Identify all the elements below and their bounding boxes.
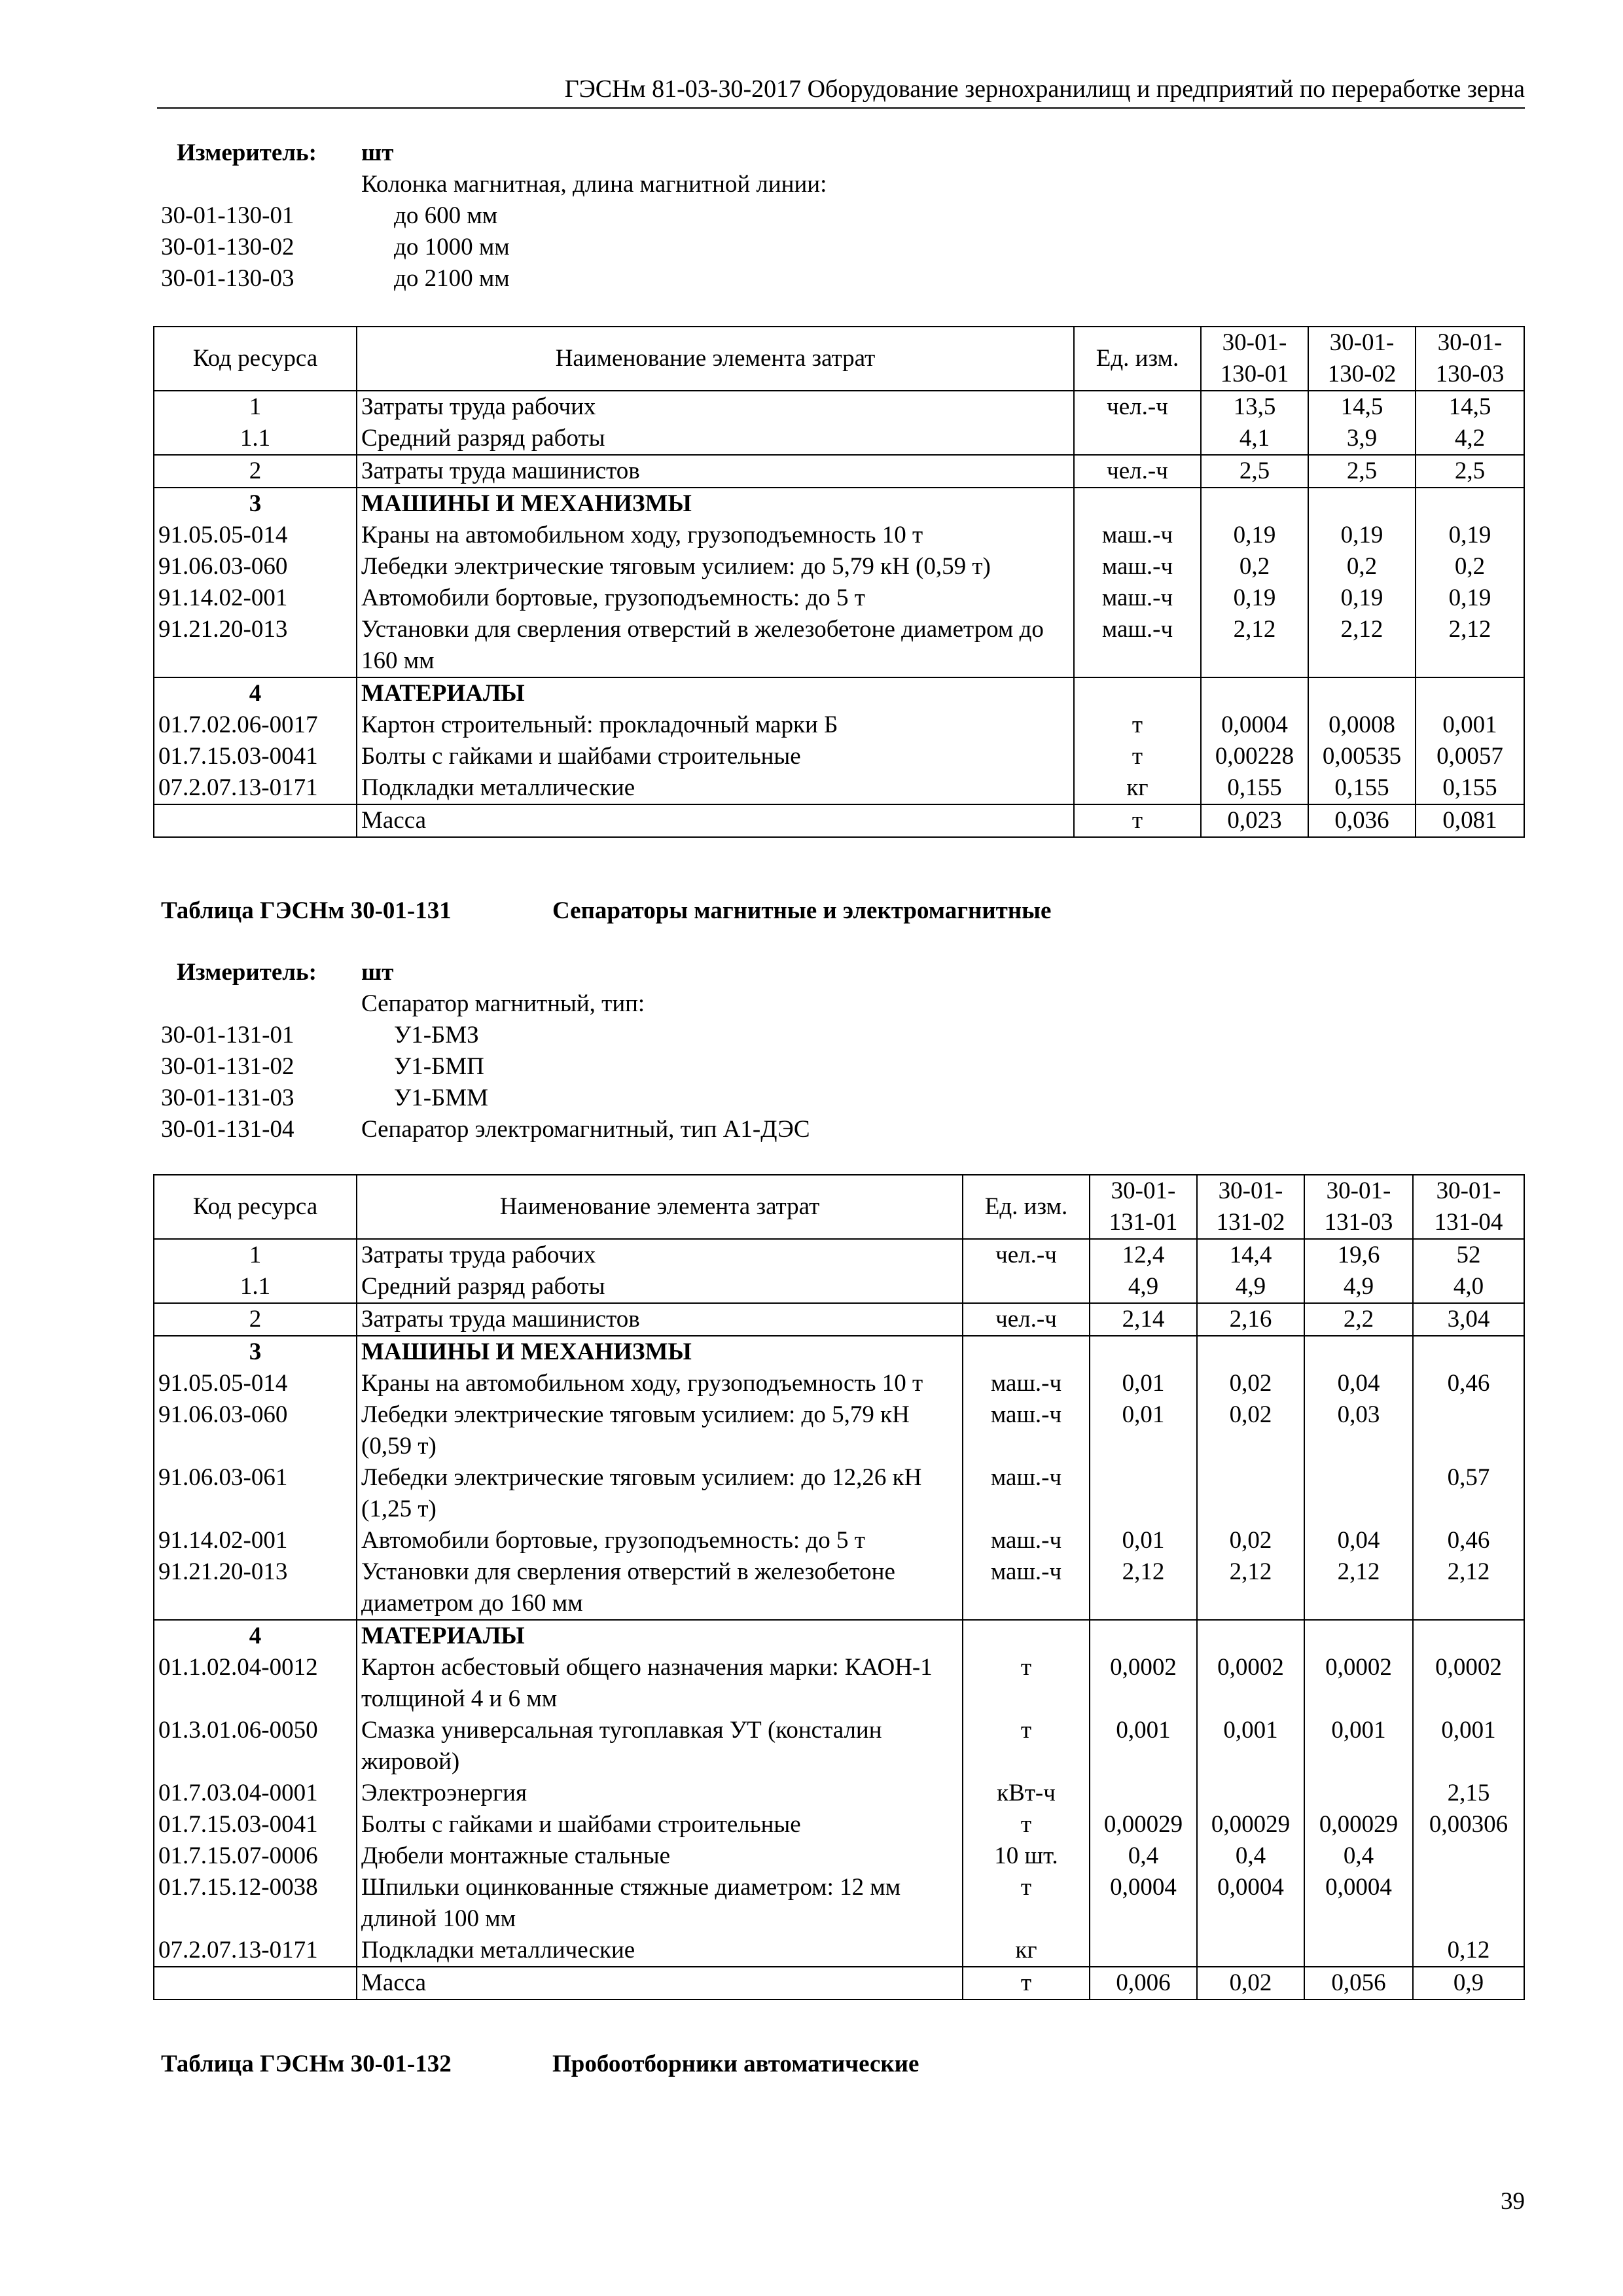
resource-code-cell: 91.14.02-001 xyxy=(154,1525,357,1556)
resource-name-cell: Краны на автомобильном ходу, грузоподъемность 10 т xyxy=(357,520,1074,551)
item-desc: У1-БМП xyxy=(394,1053,484,1080)
value-cell: 0,0004 xyxy=(1201,709,1308,741)
column-header: 30-01- 131-01 xyxy=(1090,1175,1197,1239)
value-cell: 0,0004 xyxy=(1197,1872,1304,1935)
value-cell: 0,02 xyxy=(1197,1368,1304,1399)
value-cell: 0,19 xyxy=(1416,520,1524,551)
item-code: 30-01-131-03 xyxy=(161,1085,294,1111)
item-desc: до 600 мм xyxy=(394,202,498,229)
value-cell xyxy=(1090,1462,1197,1525)
resource-name-cell: Средний разряд работы xyxy=(357,423,1074,455)
value-cell: 0,02 xyxy=(1197,1525,1304,1556)
value-cell: 0,04 xyxy=(1304,1525,1413,1556)
resource-name-cell: Смазка универсальная тугоплавкая УТ (консталин жировой) xyxy=(357,1715,963,1778)
value-cell: 0,19 xyxy=(1416,583,1524,614)
resource-name-cell: Затраты труда рабочих xyxy=(357,391,1074,423)
value-cell xyxy=(1413,1872,1524,1935)
resource-name-cell: Средний разряд работы xyxy=(357,1271,963,1303)
resource-name-cell: Картон асбестовый общего назначения марки: КАОН-1 толщиной 4 и 6 мм xyxy=(357,1652,963,1715)
value-cell xyxy=(1197,1778,1304,1809)
resource-code-cell: 4 xyxy=(154,1620,357,1652)
resource-name-cell: Лебедки электрические тяговым усилием: до 12,26 кН (1,25 т) xyxy=(357,1462,963,1525)
value-cell: 2,12 xyxy=(1197,1556,1304,1620)
unit-cell: кг xyxy=(1074,772,1201,804)
resource-name-cell: МАШИНЫ И МЕХАНИЗМЫ xyxy=(357,488,1074,520)
measure-label: Измеритель: xyxy=(177,959,317,986)
norm-table-131 xyxy=(153,1174,1525,2000)
unit-cell: т xyxy=(963,1872,1090,1935)
table-row xyxy=(154,741,1524,772)
table-row xyxy=(154,1809,1524,1840)
table-132-label: Таблица ГЭСНм 30-01-132 xyxy=(161,2051,452,2077)
value-cell: 0,001 xyxy=(1413,1715,1524,1778)
resource-code-cell: 91.06.03-060 xyxy=(154,551,357,583)
value-cell: 0,0002 xyxy=(1413,1652,1524,1715)
table-row xyxy=(154,488,1524,520)
table-row xyxy=(154,1778,1524,1809)
table-132-title xyxy=(161,2049,919,2080)
resource-name-cell: Краны на автомобильном ходу, грузоподъемность 10 т xyxy=(357,1368,963,1399)
unit-cell: т xyxy=(963,1715,1090,1778)
value-cell xyxy=(1304,1462,1413,1525)
table-row xyxy=(154,1652,1524,1715)
value-cell xyxy=(1304,1620,1413,1652)
unit-cell xyxy=(963,1271,1090,1303)
unit-cell: чел.-ч xyxy=(963,1303,1090,1336)
resource-code-cell: 07.2.07.13-0171 xyxy=(154,1935,357,1967)
value-cell: 4,1 xyxy=(1201,423,1308,455)
unit-cell: т xyxy=(963,1809,1090,1840)
value-cell: 14,5 xyxy=(1308,391,1416,423)
unit-cell: маш.-ч xyxy=(963,1556,1090,1620)
resource-code-cell: 1.1 xyxy=(154,1271,357,1303)
resource-code-cell: 2 xyxy=(154,1303,357,1336)
value-cell: 0,0002 xyxy=(1304,1652,1413,1715)
value-cell: 0,19 xyxy=(1201,583,1308,614)
value-cell: 3,9 xyxy=(1308,423,1416,455)
value-cell: 0,006 xyxy=(1090,1967,1197,2000)
table-row xyxy=(154,1620,1524,1652)
table-row xyxy=(154,1399,1524,1462)
value-cell: 0,001 xyxy=(1197,1715,1304,1778)
value-cell: 0,00029 xyxy=(1304,1809,1413,1840)
resource-code-cell: 01.3.01.06-0050 xyxy=(154,1715,357,1778)
resource-code-cell: 01.7.15.12-0038 xyxy=(154,1872,357,1935)
item-code: 30-01-130-03 xyxy=(161,265,294,292)
value-cell: 14,4 xyxy=(1197,1239,1304,1271)
resource-code-cell: 01.1.02.04-0012 xyxy=(154,1652,357,1715)
value-cell: 0,001 xyxy=(1416,709,1524,741)
value-cell xyxy=(1308,488,1416,520)
table-row xyxy=(154,1271,1524,1303)
unit-cell: маш.-ч xyxy=(963,1462,1090,1525)
unit-cell: 10 шт. xyxy=(963,1840,1090,1872)
resource-name-cell: МАШИНЫ И МЕХАНИЗМЫ xyxy=(357,1336,963,1368)
resource-name-cell: Подкладки металлические xyxy=(357,772,1074,804)
item-desc: У1-БМЗ xyxy=(394,1022,479,1049)
resource-name-cell: Автомобили бортовые, грузоподъемность: до 5 т xyxy=(357,583,1074,614)
item-code: 30-01-131-04 xyxy=(161,1116,294,1143)
resource-code-cell: 91.21.20-013 xyxy=(154,1556,357,1620)
unit-cell: маш.-ч xyxy=(963,1368,1090,1399)
item-desc: У1-БММ xyxy=(394,1085,489,1111)
table-row xyxy=(154,1715,1524,1778)
item-group-title: Сепаратор магнитный, тип: xyxy=(361,990,645,1017)
table-row xyxy=(154,1462,1524,1525)
value-cell: 0,01 xyxy=(1090,1399,1197,1462)
value-cell: 0,46 xyxy=(1413,1368,1524,1399)
value-cell: 0,01 xyxy=(1090,1525,1197,1556)
value-cell: 2,15 xyxy=(1413,1778,1524,1809)
table-row xyxy=(154,1872,1524,1935)
column-header: Код ресурса xyxy=(154,327,357,391)
value-cell: 0,03 xyxy=(1304,1399,1413,1462)
value-cell: 0,4 xyxy=(1197,1840,1304,1872)
value-cell: 0,001 xyxy=(1090,1715,1197,1778)
value-cell: 0,00306 xyxy=(1413,1809,1524,1840)
resource-name-cell: МАТЕРИАЛЫ xyxy=(357,677,1074,709)
table-header-row xyxy=(154,327,1524,391)
measure-unit: шт xyxy=(361,959,394,986)
column-header: Ед. изм. xyxy=(1074,327,1201,391)
value-cell: 52 xyxy=(1413,1239,1524,1271)
resource-code-cell: 07.2.07.13-0171 xyxy=(154,772,357,804)
item-code: 30-01-130-02 xyxy=(161,234,294,260)
item-desc: до 1000 мм xyxy=(394,234,510,260)
table-row xyxy=(154,1967,1524,2000)
value-cell xyxy=(1197,1935,1304,1967)
value-cell: 0,0008 xyxy=(1308,709,1416,741)
resource-code-cell: 91.21.20-013 xyxy=(154,614,357,677)
resource-name-cell: Установки для сверления отверстий в железобетоне диаметром до 160 мм xyxy=(357,1556,963,1620)
resource-name-cell: Электроэнергия xyxy=(357,1778,963,1809)
unit-cell: маш.-ч xyxy=(963,1525,1090,1556)
value-cell: 0,4 xyxy=(1090,1840,1197,1872)
table-row xyxy=(154,1368,1524,1399)
unit-cell: кг xyxy=(963,1935,1090,1967)
value-cell: 0,19 xyxy=(1308,583,1416,614)
value-cell: 0,01 xyxy=(1090,1368,1197,1399)
table-131-name: Сепараторы магнитные и электромагнитные xyxy=(552,897,1052,924)
value-cell xyxy=(1201,488,1308,520)
value-cell: 0,001 xyxy=(1304,1715,1413,1778)
value-cell xyxy=(1090,1620,1197,1652)
resource-name-cell: Болты с гайками и шайбами строительные xyxy=(357,1809,963,1840)
value-cell: 0,081 xyxy=(1416,804,1524,837)
value-cell: 0,12 xyxy=(1413,1935,1524,1967)
value-cell: 0,02 xyxy=(1197,1967,1304,2000)
item-desc: Сепаратор электромагнитный, тип А1-ДЭС xyxy=(361,1116,810,1143)
table-row xyxy=(154,520,1524,551)
resource-code-cell: 01.7.02.06-0017 xyxy=(154,709,357,741)
resource-code-cell: 1 xyxy=(154,1239,357,1271)
value-cell: 2,12 xyxy=(1304,1556,1413,1620)
value-cell xyxy=(1413,1620,1524,1652)
value-cell: 0,2 xyxy=(1416,551,1524,583)
unit-cell: кВт-ч xyxy=(963,1778,1090,1809)
value-cell: 4,0 xyxy=(1413,1271,1524,1303)
table-row xyxy=(154,1336,1524,1368)
value-cell xyxy=(1416,677,1524,709)
unit-cell: т xyxy=(963,1652,1090,1715)
table-row xyxy=(154,423,1524,455)
value-cell: 0,57 xyxy=(1413,1462,1524,1525)
value-cell: 2,12 xyxy=(1090,1556,1197,1620)
value-cell: 0,0004 xyxy=(1090,1872,1197,1935)
value-cell: 0,04 xyxy=(1304,1368,1413,1399)
resource-name-cell: Картон строительный: прокладочный марки Б xyxy=(357,709,1074,741)
resource-name-cell: Лебедки электрические тяговым усилием: до 5,79 кН (0,59 т) xyxy=(357,551,1074,583)
item-code: 30-01-131-02 xyxy=(161,1053,294,1080)
resource-code-cell: 4 xyxy=(154,677,357,709)
value-cell: 3,04 xyxy=(1413,1303,1524,1336)
column-header: Наименование элемента затрат xyxy=(357,327,1074,391)
unit-cell xyxy=(1074,677,1201,709)
value-cell xyxy=(1201,677,1308,709)
unit-cell: маш.-ч xyxy=(963,1399,1090,1462)
value-cell: 2,5 xyxy=(1201,455,1308,488)
value-cell: 4,2 xyxy=(1416,423,1524,455)
unit-cell xyxy=(1074,488,1201,520)
table-row xyxy=(154,614,1524,677)
resource-name-cell: Установки для сверления отверстий в железобетоне диаметром до 160 мм xyxy=(357,614,1074,677)
value-cell: 0,4 xyxy=(1304,1840,1413,1872)
value-cell: 2,2 xyxy=(1304,1303,1413,1336)
value-cell: 0,0004 xyxy=(1304,1872,1413,1935)
value-cell: 0,02 xyxy=(1197,1399,1304,1462)
resource-code-cell: 01.7.03.04-0001 xyxy=(154,1778,357,1809)
value-cell: 2,16 xyxy=(1197,1303,1304,1336)
value-cell: 14,5 xyxy=(1416,391,1524,423)
column-header: 30-01- 130-03 xyxy=(1416,327,1524,391)
resource-code-cell: 01.7.15.03-0041 xyxy=(154,1809,357,1840)
table-row xyxy=(154,1525,1524,1556)
unit-cell: т xyxy=(1074,741,1201,772)
value-cell: 0,155 xyxy=(1416,772,1524,804)
table-row xyxy=(154,551,1524,583)
value-cell: 2,12 xyxy=(1308,614,1416,677)
value-cell: 2,5 xyxy=(1416,455,1524,488)
item-code: 30-01-131-01 xyxy=(161,1022,294,1049)
resource-name-cell: Затраты труда рабочих xyxy=(357,1239,963,1271)
resource-name-cell: Затраты труда машинистов xyxy=(357,455,1074,488)
column-header: 30-01- 131-03 xyxy=(1304,1175,1413,1239)
resource-code-cell: 01.7.15.03-0041 xyxy=(154,741,357,772)
value-cell xyxy=(1090,1935,1197,1967)
value-cell: 2,12 xyxy=(1413,1556,1524,1620)
table-row xyxy=(154,709,1524,741)
value-cell xyxy=(1413,1399,1524,1462)
unit-cell xyxy=(963,1336,1090,1368)
table-row xyxy=(154,1303,1524,1336)
resource-code-cell: 3 xyxy=(154,488,357,520)
resource-code-cell: 91.05.05-014 xyxy=(154,1368,357,1399)
value-cell: 0,056 xyxy=(1304,1967,1413,2000)
value-cell xyxy=(1304,1336,1413,1368)
value-cell: 0,2 xyxy=(1201,551,1308,583)
unit-cell: чел.-ч xyxy=(1074,455,1201,488)
value-cell: 0,2 xyxy=(1308,551,1416,583)
column-header: 30-01- 131-02 xyxy=(1197,1175,1304,1239)
value-cell: 0,00535 xyxy=(1308,741,1416,772)
measure-unit: шт xyxy=(361,139,394,166)
value-cell: 0,023 xyxy=(1201,804,1308,837)
item-desc: до 2100 мм xyxy=(394,265,510,292)
value-cell: 0,00029 xyxy=(1090,1809,1197,1840)
value-cell: 0,0002 xyxy=(1090,1652,1197,1715)
value-cell xyxy=(1197,1336,1304,1368)
value-cell: 2,14 xyxy=(1090,1303,1197,1336)
resource-code-cell: 3 xyxy=(154,1336,357,1368)
unit-cell xyxy=(963,1620,1090,1652)
value-cell xyxy=(1304,1778,1413,1809)
table-row xyxy=(154,455,1524,488)
value-cell: 0,9 xyxy=(1413,1967,1524,2000)
value-cell xyxy=(1308,677,1416,709)
norm-table-130 xyxy=(153,326,1525,838)
value-cell: 0,155 xyxy=(1201,772,1308,804)
value-cell xyxy=(1413,1336,1524,1368)
resource-name-cell: Лебедки электрические тяговым усилием: до 5,79 кН (0,59 т) xyxy=(357,1399,963,1462)
value-cell xyxy=(1413,1840,1524,1872)
value-cell: 0,00228 xyxy=(1201,741,1308,772)
item-code: 30-01-130-01 xyxy=(161,202,294,229)
resource-code-cell: 1.1 xyxy=(154,423,357,455)
value-cell: 0,155 xyxy=(1308,772,1416,804)
value-cell: 2,12 xyxy=(1201,614,1308,677)
column-header: 30-01- 131-04 xyxy=(1413,1175,1524,1239)
resource-code-cell: 91.06.03-061 xyxy=(154,1462,357,1525)
value-cell xyxy=(1416,488,1524,520)
value-cell: 0,00029 xyxy=(1197,1809,1304,1840)
resource-name-cell: Автомобили бортовые, грузоподъемность: до 5 т xyxy=(357,1525,963,1556)
value-cell: 0,0057 xyxy=(1416,741,1524,772)
unit-cell: маш.-ч xyxy=(1074,583,1201,614)
table-row xyxy=(154,677,1524,709)
unit-cell: т xyxy=(1074,804,1201,837)
item-group-title: Колонка магнитная, длина магнитной линии: xyxy=(361,171,827,198)
value-cell xyxy=(1090,1336,1197,1368)
column-header: Код ресурса xyxy=(154,1175,357,1239)
resource-code-cell: 1 xyxy=(154,391,357,423)
running-header: ГЭСНм 81-03-30-2017 Оборудование зернохранилищ и предприятий по переработке зерна xyxy=(157,73,1525,109)
resource-name-cell: Затраты труда машинистов xyxy=(357,1303,963,1336)
resource-code-cell xyxy=(154,1967,357,2000)
resource-name-cell: Шпильки оцинкованные стяжные диаметром: 12 мм длиной 100 мм xyxy=(357,1872,963,1935)
column-header: Наименование элемента затрат xyxy=(357,1175,963,1239)
unit-cell: т xyxy=(963,1967,1090,2000)
value-cell: 0,0002 xyxy=(1197,1652,1304,1715)
measure-label: Измеритель: xyxy=(177,139,317,166)
resource-code-cell: 91.14.02-001 xyxy=(154,583,357,614)
resource-code-cell: 2 xyxy=(154,455,357,488)
value-cell: 2,5 xyxy=(1308,455,1416,488)
value-cell: 13,5 xyxy=(1201,391,1308,423)
table-row xyxy=(154,391,1524,423)
value-cell: 0,19 xyxy=(1308,520,1416,551)
table-131-title xyxy=(161,895,1052,927)
column-header: Ед. изм. xyxy=(963,1175,1090,1239)
unit-cell: маш.-ч xyxy=(1074,551,1201,583)
value-cell xyxy=(1090,1778,1197,1809)
unit-cell: чел.-ч xyxy=(963,1239,1090,1271)
unit-cell: т xyxy=(1074,709,1201,741)
resource-code-cell xyxy=(154,804,357,837)
value-cell: 0,19 xyxy=(1201,520,1308,551)
value-cell: 19,6 xyxy=(1304,1239,1413,1271)
value-cell: 4,9 xyxy=(1090,1271,1197,1303)
table-row xyxy=(154,1556,1524,1620)
table-row xyxy=(154,1239,1524,1271)
resource-name-cell: Масса xyxy=(357,804,1074,837)
measurement-block-130 xyxy=(161,137,1208,295)
resource-code-cell: 91.06.03-060 xyxy=(154,1399,357,1462)
value-cell: 12,4 xyxy=(1090,1239,1197,1271)
resource-name-cell: Подкладки металлические xyxy=(357,1935,963,1967)
table-row xyxy=(154,804,1524,837)
value-cell xyxy=(1304,1935,1413,1967)
value-cell xyxy=(1197,1620,1304,1652)
value-cell xyxy=(1197,1462,1304,1525)
value-cell: 4,9 xyxy=(1304,1271,1413,1303)
column-header: 30-01- 130-02 xyxy=(1308,327,1416,391)
measurement-block-131 xyxy=(161,957,1208,1145)
resource-code-cell: 91.05.05-014 xyxy=(154,520,357,551)
table-row xyxy=(154,772,1524,804)
resource-code-cell: 01.7.15.07-0006 xyxy=(154,1840,357,1872)
table-row xyxy=(154,583,1524,614)
value-cell: 4,9 xyxy=(1197,1271,1304,1303)
table-131-label: Таблица ГЭСНм 30-01-131 xyxy=(161,897,452,924)
column-header: 30-01- 130-01 xyxy=(1201,327,1308,391)
resource-name-cell: Болты с гайками и шайбами строительные xyxy=(357,741,1074,772)
value-cell: 2,12 xyxy=(1416,614,1524,677)
value-cell: 0,036 xyxy=(1308,804,1416,837)
value-cell: 0,46 xyxy=(1413,1525,1524,1556)
resource-name-cell: МАТЕРИАЛЫ xyxy=(357,1620,963,1652)
table-row xyxy=(154,1840,1524,1872)
unit-cell xyxy=(1074,423,1201,455)
unit-cell: маш.-ч xyxy=(1074,614,1201,677)
table-header-row xyxy=(154,1175,1524,1239)
unit-cell: чел.-ч xyxy=(1074,391,1201,423)
resource-name-cell: Дюбели монтажные стальные xyxy=(357,1840,963,1872)
page-number: 39 xyxy=(1501,2188,1525,2215)
table-row xyxy=(154,1935,1524,1967)
table-132-name: Пробоотборники автоматические xyxy=(552,2051,919,2077)
resource-name-cell: Масса xyxy=(357,1967,963,2000)
unit-cell: маш.-ч xyxy=(1074,520,1201,551)
